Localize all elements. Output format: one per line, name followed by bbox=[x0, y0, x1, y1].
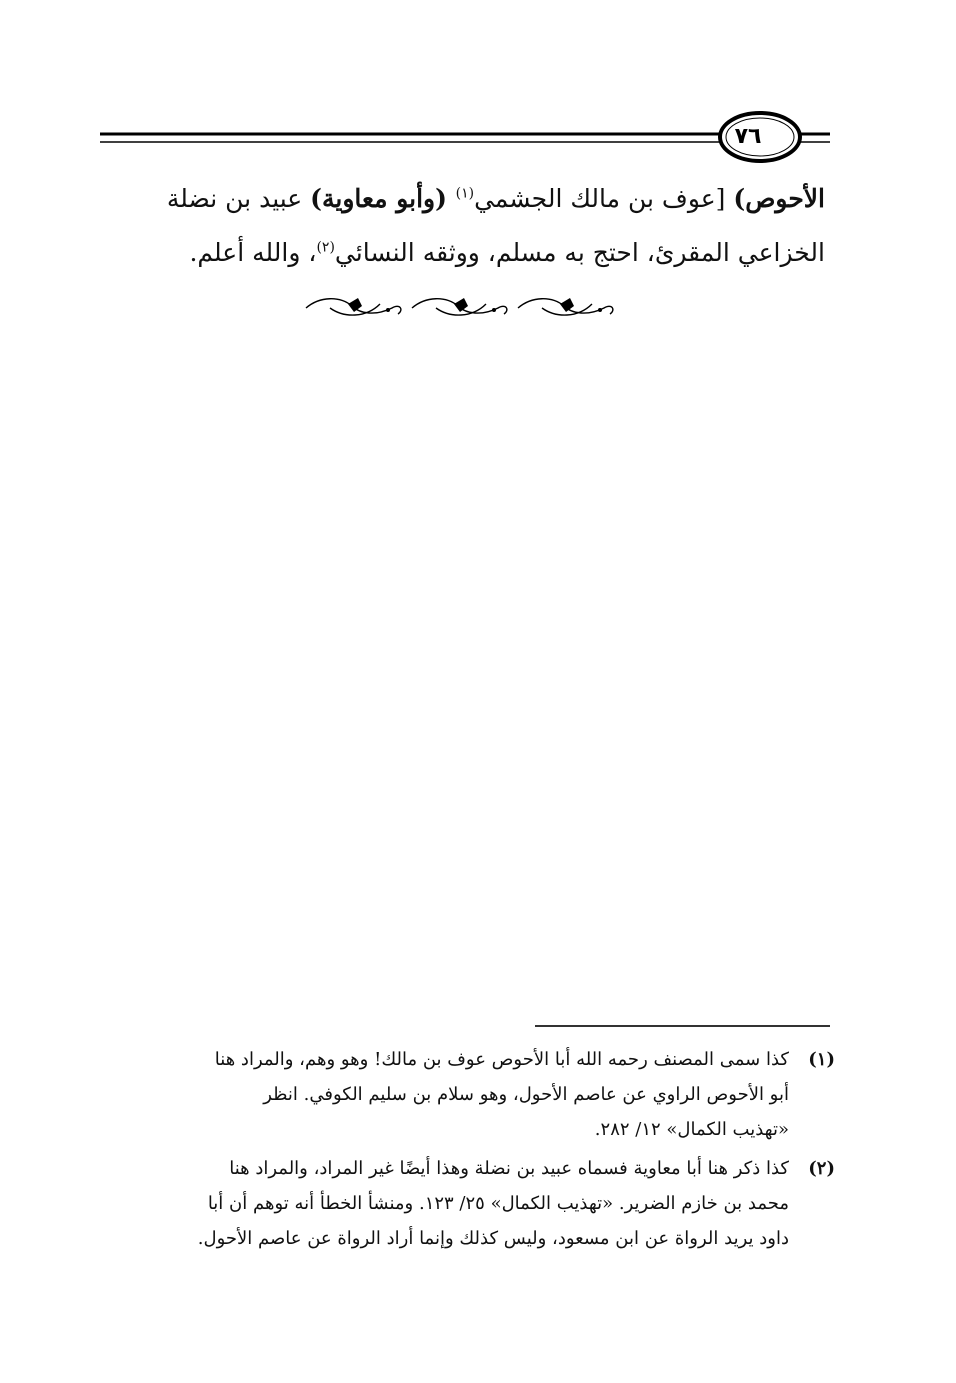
footnote-line: داود يريد الرواة عن ابن مسعود، وليس كذلك وإنما أراد الرواة عن عاصم الأحول. bbox=[197, 1228, 789, 1249]
text-run: [عوف بن مالك الجشمي bbox=[474, 184, 734, 213]
footnote-1 bbox=[105, 1042, 835, 1147]
footnote-ref-1: (١) bbox=[455, 185, 475, 202]
text-run: ، والله أعلم. bbox=[189, 238, 317, 267]
footnote-marker: (١) bbox=[808, 1049, 835, 1070]
footnote-line: كذا ذكر هنا أبا معاوية فسماه عبيد بن نضلة وهذا أيضًا غير المراد، والمراد هنا bbox=[229, 1158, 789, 1179]
ornament-divider bbox=[300, 290, 620, 326]
main-text bbox=[100, 172, 825, 280]
footnote-separator bbox=[535, 1025, 830, 1027]
footnote-line: كذا سمى المصنف رحمه الله أبا الأحوص عوف بن مالك! وهو وهم، والمراد هنا bbox=[214, 1049, 789, 1070]
footnote-line: «تهذيب الكمال» ١٢/ ٢٨٢. bbox=[594, 1119, 789, 1140]
body-line-1 bbox=[100, 172, 825, 226]
text-run: عبيد بن نضلة bbox=[166, 184, 311, 213]
footnotes bbox=[105, 1042, 835, 1260]
footnote-line: محمد بن خازم الضرير. «تهذيب الكمال» ٢٥/ ١٢٣. ومنشأ الخطأ أنه توهم أن أبا bbox=[207, 1193, 789, 1214]
bold-name: (وأبو معاوية) bbox=[310, 184, 456, 213]
page-header bbox=[100, 110, 830, 165]
footnote-2 bbox=[105, 1151, 835, 1256]
footnote-text bbox=[105, 1151, 789, 1256]
page-number: ٧٦ bbox=[734, 123, 762, 149]
text-run: الخزاعي المقرئ، احتج به مسلم، ووثقه النسائي bbox=[334, 238, 825, 267]
footnote-ref-2: (٢) bbox=[316, 239, 335, 256]
bold-name: الأحوص) bbox=[733, 184, 825, 213]
body-line-2 bbox=[100, 226, 825, 280]
footnote-marker: (٢) bbox=[808, 1158, 835, 1179]
footnote-line: أبو الأحوص الراوي عن عاصم الأحول، وهو سلام بن سليم الكوفي. انظر bbox=[263, 1084, 789, 1105]
footnote-text bbox=[105, 1042, 789, 1147]
